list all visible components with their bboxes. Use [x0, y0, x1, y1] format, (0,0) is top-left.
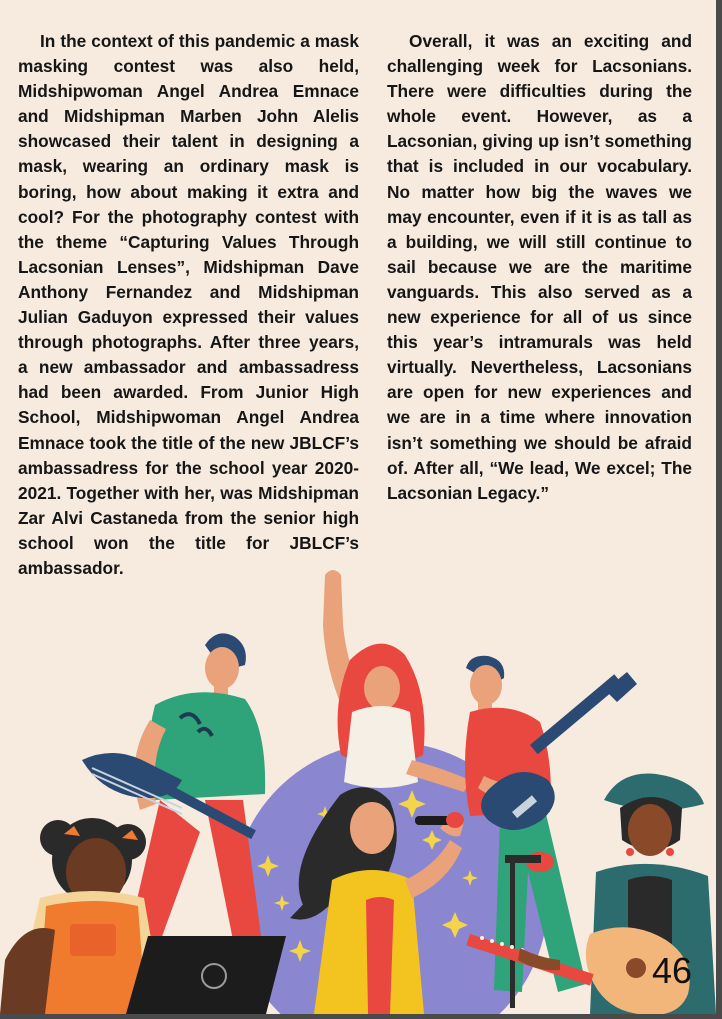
article-left-column: In the context of this pandemic a mask masking contest was also held, Midshipwoman Angel Andrea Emnace and Midshipman Marben John Alelis showcased their talent in designing a mask, wearing an ordinary mask is boring, how about making it extra and cool? For the photography contest with the theme “Capturing Values Through Lacsonian Lenses”, Midshipman Dave Anthony Fernandez and Midshipman Julian Gaduyon expressed their values through photographs. After three years, a new ambassador and ambassadress had been awarded. From Junior High School, Midshipwoman Angel Andrea Emnace took the title of the new JBLCF’s ambassadress for the school year 2020-2021. Together with her, was Midshipman Zar Alvi Castaneda from the senior high school won the title for JBLCF’s ambassador.	[18, 31, 359, 578]
page-number: 46	[652, 950, 693, 991]
musicians-illustration	[0, 560, 716, 1014]
page-edge-right	[716, 0, 722, 1019]
page-edge-bottom	[0, 1014, 722, 1019]
article-right-column: Overall, it was an exciting and challenging week for Lacsonians. There were difficulties during the whole event. However, as a Lacsonian, giving up isn’t something that is included in our vocabulary. No matter how big the waves we may encounter, even if it is as tall as a building, we will still continue to sail because we are the maritime vanguards. This also served as a new experience for all of us since this year’s intramurals was held virtually. Nevertheless, Lacsonians are open for new experiences and we are in a time where innovation isn’t something we should be afraid of. After all, “We lead, We excel; The Lacsonian Legacy.”	[387, 31, 692, 503]
